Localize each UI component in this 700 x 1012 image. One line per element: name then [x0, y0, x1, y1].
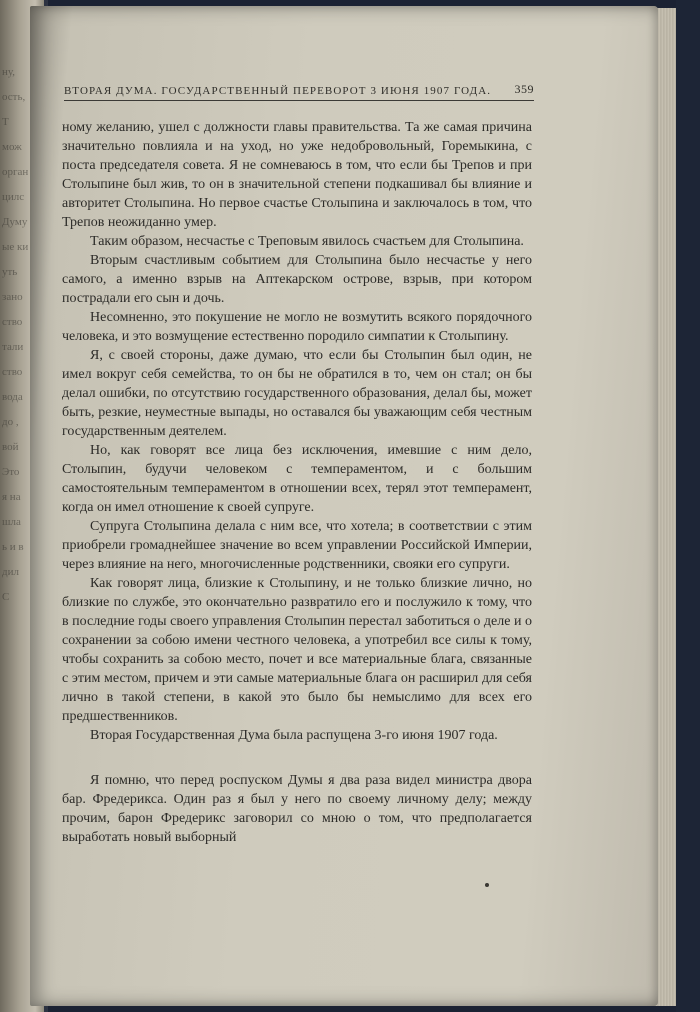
paragraph: Как говорят лица, близкие к Столыпину, и не только близкие лично, но близкие по службе, это окончательно развратило его и послужило к тому, что в последние годы своего управления Столыпин перестал заботиться о деле и о сохранении за собою имени честного человека, а употребил все силы к тому, чтобы сохранить за собою место, почет и все материальные блага, связанные с этим местом, причем и эти самые материальные блага он расширил для себя лично в такой степени, в какой это было бы немыслимо для всех его предшественников.	[62, 576, 532, 724]
left-page-fragment: дил	[2, 566, 19, 578]
paragraph: Но, как говорят все лица без исключения, имевшие с ним дело, Столыпин, будучи человеком с темпераментом, и с большим самостоятельным темпераментом в отношении всех, терял этот темперамент, когда он имел отношение к своей супруге.	[62, 443, 532, 515]
left-page-fragment: вой	[2, 441, 19, 453]
left-page-fragment: орган	[2, 166, 29, 178]
left-page-fragment: до ,	[2, 416, 19, 428]
left-page-fragment: Это	[2, 466, 20, 478]
left-page-fragment: ые ки	[2, 241, 29, 253]
left-page-fragment: зано	[2, 291, 23, 303]
running-head	[64, 82, 534, 101]
paragraph: Вторым счастливым событием для Столыпина было несчастье у него самого, а именно взрыв на Аптекарском острове, взрыв, при котором пострадали его сын и дочь.	[62, 253, 532, 306]
left-page-fragment: я на	[2, 491, 21, 503]
back-cover-edge	[676, 0, 700, 1012]
left-page-fragment: ость,	[2, 91, 26, 103]
paragraph: Супруга Столыпина делала с ним все, что хотела; в соответствии с этим приобрели громаднейшее значение во всем управлении Российской Империи, через влияние на него, многочисленные родственники, свояки его супруги.	[62, 519, 532, 572]
left-page-fragment: уть	[2, 266, 18, 278]
paragraph: Я помню, что перед роспуском Думы я два раза видел министра двора бар. Фредерикса. Один раз я был у него по своему личному делу; между прочим, барон Фредерикс заговорил со мною о том, что предполагается выработать новый выборный	[62, 773, 532, 845]
paragraph: Вторая Государственная Дума была распущена 3-го июня 1907 года.	[90, 728, 498, 743]
paragraph: Несомненно, это покушение не могло не возмутить всякого порядочного человека, и это возмущение естественно породило симпатии к Столыпину.	[62, 310, 532, 344]
left-page-fragment: Т	[2, 116, 9, 128]
left-page-fragment: ну,	[2, 66, 16, 78]
left-page-fragment: шла	[2, 516, 21, 528]
paragraph: ному желанию, ушел с должности главы правительства. Та же самая причина значительно повлияла и на уход, но уже недобровольный, Горемыкина, с поста председателя совета. Я не сомневаюсь в том, что если бы Трепов и при Столыпине был жив, то он в значительной степени подкашивал бы влияние и авторитет Столыпина. Но первое счастье Столыпина и заключалось в том, что Трепов неожиданно умер.	[62, 120, 532, 230]
left-page-fragment: ство	[2, 366, 23, 378]
page-number: 359	[514, 82, 534, 96]
body-text	[62, 118, 532, 847]
paragraph: Я, с своей стороны, даже думаю, что если бы Столыпин был один, не имел вокруг себя семейства, то он бы не обратился в то, чем он стал; он бы делал ошибки, по отсутствию государственного образования, делал бы, может быть, резкие, неуместные выпады, но оставался бы уважающим себя честным государственным деятелем.	[62, 348, 532, 439]
left-page-fragment: цилс	[2, 191, 25, 203]
running-head-title: ВТОРАЯ ДУМА. ГОСУДАРСТВЕННЫЙ ПЕРЕВОРОТ 3 ИЮНЯ 1907 ГОДА.	[64, 85, 492, 97]
print-dot	[485, 883, 489, 887]
left-page-fragment: тали	[2, 341, 24, 353]
left-page-fragment: С	[2, 591, 10, 603]
paragraph: Таким образом, несчастье с Треповым явилось счастьем для Столыпина.	[90, 234, 524, 249]
left-page-fragment: мож	[2, 141, 22, 153]
left-page-fragment: вода	[2, 391, 23, 403]
left-page-fragment: ь и в	[2, 541, 24, 553]
left-page-fragment: ство	[2, 316, 23, 328]
left-page-fragment: Думу	[2, 216, 28, 228]
